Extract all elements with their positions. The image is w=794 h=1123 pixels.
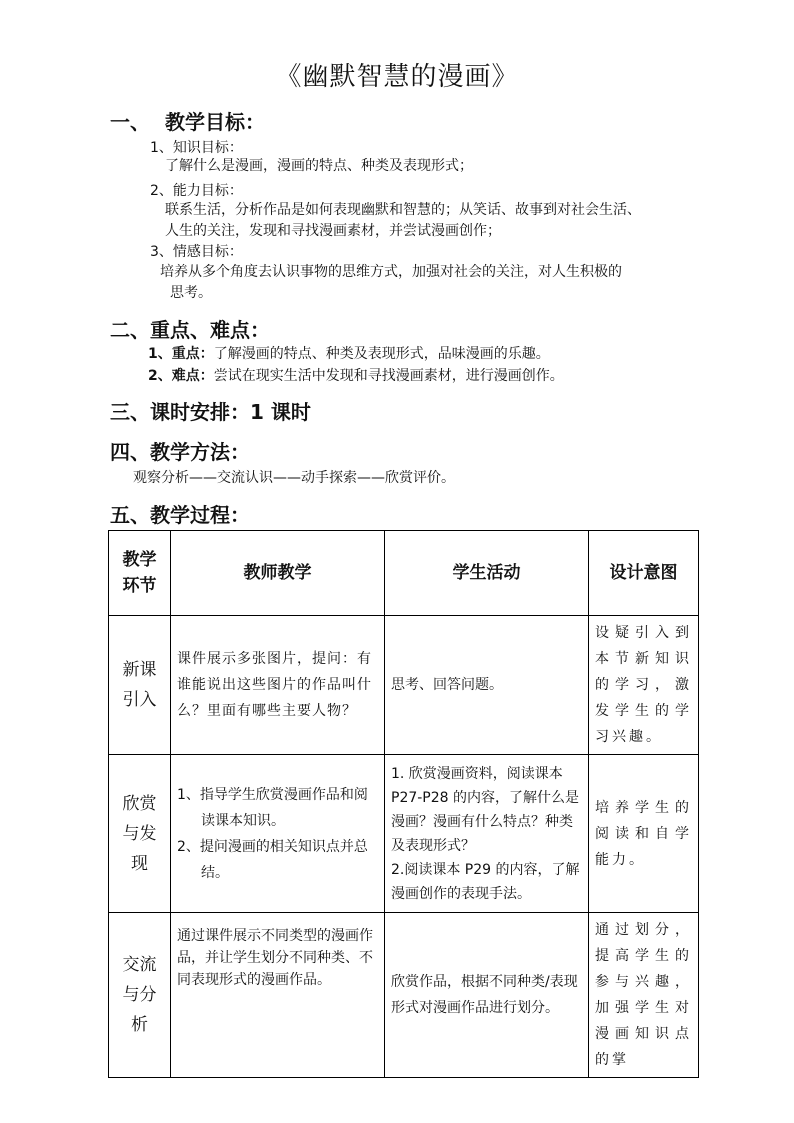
knowledge-goal-text: 了解什么是漫画，漫画的特点、种类及表现形式；	[165, 158, 473, 174]
stage-line: 析	[131, 1015, 148, 1035]
intent-cell: 设疑引入到本节新知识的学习，激发学生的学习兴趣。	[589, 616, 699, 755]
stage-line: 现	[131, 853, 148, 874]
intent-cell: 培养学生的阅读和自学能力。	[589, 755, 699, 913]
header-student: 学生活动	[385, 531, 589, 616]
difficulty-item	[148, 366, 564, 386]
table-row	[109, 755, 699, 913]
teacher-cell	[171, 755, 385, 913]
teaching-method-text: 观察分析——交流认识——动手探索——欣赏评价。	[133, 470, 455, 486]
table-row	[109, 913, 699, 1078]
student-item: 2.阅读课本 P29 的内容，了解漫画创作的表现手法。	[391, 861, 580, 902]
stage-line: 与发	[122, 823, 157, 844]
header-intent: 设计意图	[589, 531, 699, 616]
stage-line: 新课	[122, 660, 157, 680]
student-cell: 欣赏作品，根据不同种类/表现形式对漫画作品进行划分。	[385, 913, 589, 1078]
table-header-row	[109, 531, 699, 616]
header-stage-line1: 教学	[122, 550, 157, 570]
emotion-goal-text-2: 思考。	[170, 285, 212, 301]
difficulty-text: 尝试在现实生活中发现和寻找漫画素材，进行漫画创作。	[213, 368, 564, 384]
header-stage-line2: 环节	[122, 576, 157, 596]
intent-cell: 通过划分，提高学生的参与兴趣，加强学生对漫画知识点的掌	[589, 913, 699, 1078]
emotion-goal-label: 3、情感目标：	[150, 244, 243, 260]
ability-goal-text-2: 人生的关注，发现和寻找漫画素材，并尝试漫画创作；	[165, 223, 501, 239]
stage-cell	[109, 616, 171, 755]
key-point-text: 了解漫画的特点、种类及表现形式，品味漫画的乐趣。	[213, 346, 550, 362]
student-item: 1. 欣赏漫画资料，阅读课本 P27-P28 的内容，了解什么是漫画？漫画有什么特点？种类及表现形式？	[391, 765, 580, 854]
stage-line: 引入	[122, 690, 157, 710]
teacher-item: 2、提问漫画的相关知识点并总结。	[177, 838, 368, 881]
key-point-item	[148, 344, 550, 364]
section-1-heading: 教学目标：	[165, 110, 265, 134]
ability-goal-label: 2、能力目标：	[150, 183, 243, 199]
key-point-label: 1、重点：	[148, 346, 214, 362]
teacher-cell: 通过课件展示不同类型的漫画作品，并让学生划分不同种类、不同表现形式的漫画作品。	[171, 913, 385, 1078]
section-5-heading: 五、教学过程：	[110, 503, 250, 527]
difficulty-label: 2、难点：	[148, 368, 214, 384]
header-teacher: 教师教学	[171, 531, 385, 616]
stage-cell	[109, 913, 171, 1078]
teacher-cell: 课件展示多张图片，提问：有谁能说出这些图片的作品叫什么？里面有哪些主要人物？	[171, 616, 385, 755]
stage-line: 与分	[122, 985, 157, 1005]
stage-line: 交流	[122, 955, 157, 975]
student-cell: 思考、回答问题。	[385, 616, 589, 755]
teacher-item: 1、指导学生欣赏漫画作品和阅读课本知识。	[177, 786, 368, 829]
section-3-heading: 三、课时安排：1 课时	[110, 400, 311, 424]
knowledge-goal-label: 1、知识目标：	[150, 140, 243, 156]
ability-goal-text-1: 联系生活，分析作品是如何表现幽默和智慧的；从笑话、故事到对社会生活、	[165, 202, 641, 218]
header-stage	[109, 531, 171, 616]
lesson-process-table	[108, 530, 699, 1078]
emotion-goal-text-1: 培养从多个角度去认识事物的思维方式，加强对社会的关注，对人生积极的	[160, 264, 622, 280]
section-2-heading: 二、重点、难点：	[110, 318, 270, 342]
section-4-heading: 四、教学方法：	[110, 440, 250, 464]
stage-cell	[109, 755, 171, 913]
stage-line: 欣赏	[122, 793, 157, 814]
student-cell	[385, 755, 589, 913]
page-title: 《幽默智慧的漫画》	[275, 62, 519, 92]
section-1-number: 一、	[110, 110, 150, 134]
table-row	[109, 616, 699, 755]
